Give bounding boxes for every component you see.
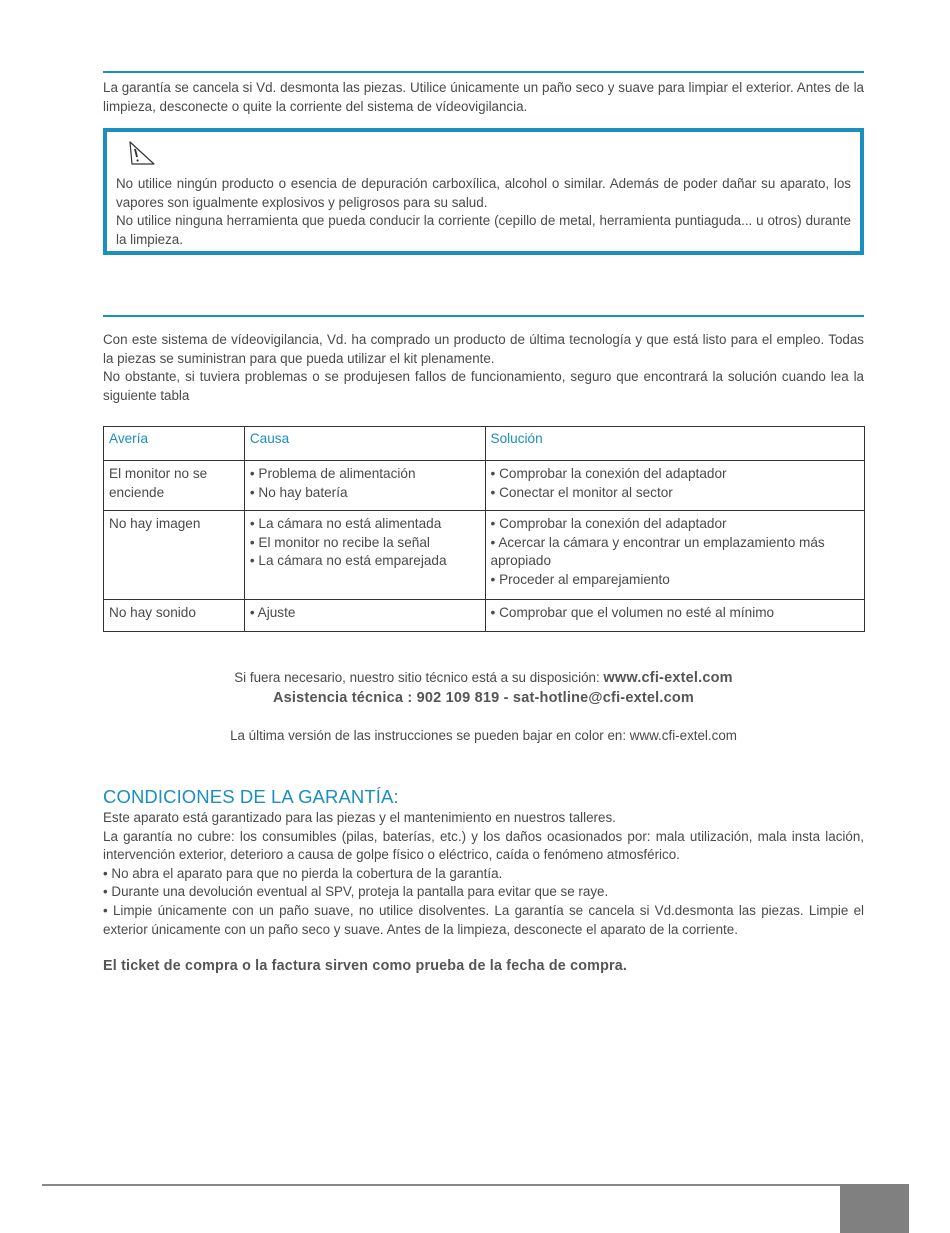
cell-causa: [244, 461, 485, 511]
header-averia: Avería: [104, 427, 245, 461]
solution-item: • Comprobar la conexión del adaptador: [490, 466, 727, 481]
warning-paragraph-2: No utilice ninguna herramienta que pueda conducir la corriente (cepillo de metal, herramienta puntiaguda... u otros) durante la limpieza.: [116, 213, 851, 247]
support-website-link[interactable]: www.cfi-extel.com: [603, 670, 733, 686]
cell-causa: [244, 511, 485, 600]
warranty-paragraph: • No abra el aparato para que no pierda la cobertura de la garantía.: [103, 865, 503, 881]
warranty-paragraph: • Limpie únicamente con un paño suave, no utilice disolventes. La garantía se cancela si Vd.desmonta las piezas. Limpie el exterior únicamente con un paño seco y suave. Antes de la limpieza, desconecte el aparato de la corriente.: [103, 902, 864, 937]
header-solucion: Solución: [485, 427, 864, 461]
table-row: [104, 511, 865, 600]
troubleshoot-table: [103, 426, 865, 632]
solution-item: • Acercar la cámara y encontrar un emplazamiento más apropiado: [490, 534, 825, 569]
troubleshoot-section: [103, 331, 864, 405]
cause-item: • La cámara no está emparejada: [249, 553, 447, 569]
warranty-title: CONDICIONES DE LA GARANTÍA:: [103, 786, 399, 807]
intro-section: [103, 79, 864, 116]
solution-item: • Comprobar que el volumen no esté al mínimo: [490, 605, 775, 620]
page-number-tab: [840, 1184, 909, 1233]
support-hotline: Asistencia técnica : 902 109 819 - sat-hotline@cfi-extel.com: [272, 690, 695, 706]
support-download-note: La última versión de las instrucciones se pueden bajar en color en: www.cfi-extel.com: [230, 728, 737, 743]
cause-item: • Problema de alimentación: [249, 466, 416, 481]
cell-averia: No hay sonido: [104, 600, 245, 632]
troubleshoot-paragraph-1: Con este sistema de vídeovigilancia, Vd. ha comprado un producto de última tecnología y que está listo para el empleo. Todas la piezas se suministran para que pueda utilizar el kit plenamente.: [103, 332, 864, 366]
cell-averia: No hay imagen: [104, 511, 245, 600]
footer-rule: [42, 1184, 840, 1186]
warning-triangle-icon: [126, 140, 156, 170]
warning-paragraph-1: No utilice ningún producto o esencia de depuración carboxílica, alcohol o similar. Además de poder dañar su aparato, los vapores son igualmente explosivos y peligrosos para su salud.: [116, 176, 851, 210]
cause-item: • El monitor no recibe la señal: [249, 534, 430, 550]
table-header-row: [104, 427, 865, 461]
cell-solucion: [485, 461, 864, 511]
warranty-section: [103, 809, 864, 974]
support-text: Si fuera necesario, nuestro sitio técnico está a su disposición:: [234, 670, 604, 685]
cell-causa: [244, 600, 485, 632]
support-line-1: [103, 668, 864, 688]
table-row: [104, 600, 865, 632]
warranty-paragraph: • Durante una devolución eventual al SPV, proteja la pantalla para evitar que se raye.: [103, 884, 609, 900]
cell-solucion: [485, 511, 864, 600]
cause-item: • Ajuste: [249, 605, 296, 620]
solution-item: • Proceder al emparejamiento: [490, 571, 670, 587]
warning-box: [103, 128, 864, 255]
warranty-proof-note: El ticket de compra o la factura sirven como prueba de la fecha de compra.: [103, 958, 628, 975]
solution-item: • Comprobar la conexión del adaptador: [490, 516, 727, 531]
cell-solucion: [485, 600, 864, 632]
header-causa: Causa: [244, 427, 485, 461]
intro-rule: [103, 71, 864, 73]
warranty-paragraph: Este aparato está garantizado para las piezas y el mantenimiento en nuestros talleres.: [103, 810, 616, 825]
troubleshoot-rule: [103, 315, 864, 317]
warranty-paragraph: La garantía no cubre: los consumibles (pilas, baterías, etc.) y los daños ocasionados por: mala utilización, mala insta lación, intervención exterior, deterioro a causa de golpe físico o eléctrico, caída o fenómeno atmosférico.: [103, 828, 864, 863]
cause-item: • La cámara no está alimentada: [249, 516, 442, 531]
solution-item: • Conectar el monitor al sector: [490, 484, 673, 500]
cause-item: • No hay batería: [249, 484, 348, 500]
intro-paragraph: La garantía se cancela si Vd. desmonta las piezas. Utilice únicamente un paño seco y suave para limpiar el exterior. Antes de la limpieza, desconecte o quite la corriente del sistema de vídeovigilancia.: [103, 80, 864, 114]
cell-averia: El monitor no se enciende: [104, 461, 245, 511]
table-row: [104, 461, 865, 511]
troubleshoot-paragraph-2: No obstante, si tuviera problemas o se produjesen fallos de funcionamiento, seguro que encontrará la solución cuando lea la siguiente tabla: [103, 369, 864, 403]
